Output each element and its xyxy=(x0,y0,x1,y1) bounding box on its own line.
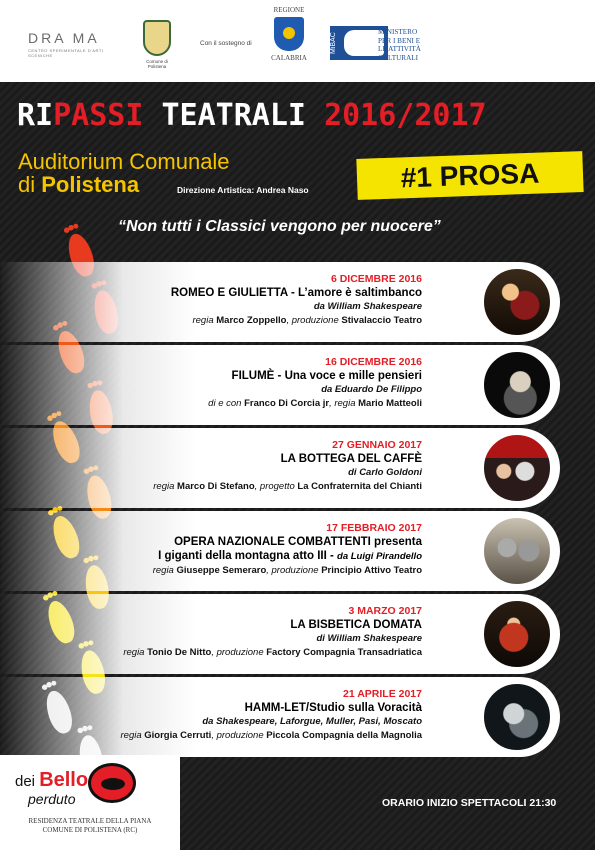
credits-person: Marco Di Stefano xyxy=(177,481,255,492)
title-ri: RI xyxy=(17,98,54,133)
credits-company: Mario Matteoli xyxy=(358,398,422,409)
event-photo xyxy=(482,516,552,586)
event-author: di William Shakespeare xyxy=(316,633,422,644)
credits-company: Factory Compagnia Transadriatica xyxy=(266,647,422,658)
event-title-text: HAMM-LET/Studio sulla Voracità xyxy=(244,702,422,714)
credits-company: Stivalaccio Teatro xyxy=(341,315,422,326)
logo-bello-text: Bello xyxy=(39,769,89,791)
show-time: ORARIO INIZIO SPETTACOLI 21:30 xyxy=(382,797,557,809)
event-credits xyxy=(2,314,422,328)
event-title-text: OPERA NAZIONALE COMBATTENTI presenta xyxy=(174,536,422,548)
event-strip xyxy=(0,594,560,674)
credits-company: La Confraternita del Chianti xyxy=(297,481,422,492)
venue-city: Polistena xyxy=(41,172,140,197)
residenza-line-2: COMUNE DI POLISTENA (RC) xyxy=(42,826,138,834)
event-date: 6 DICEMBRE 2016 xyxy=(330,273,422,285)
event-subtitle-text: I giganti della montagna atto III - xyxy=(158,550,338,562)
ministero-line-1: MINISTERO xyxy=(378,28,418,36)
credits-person: Giuseppe Semeraro xyxy=(176,565,267,576)
credits-company: Principio Attivo Teatro xyxy=(321,565,422,576)
event-photo xyxy=(482,267,552,337)
event-title-text: LA BOTTEGA DEL CAFFÈ xyxy=(280,453,422,465)
event-credits xyxy=(2,480,422,494)
event-author: da Eduardo De Filippo xyxy=(321,384,422,395)
venue-line-1: Auditorium Comunale xyxy=(18,149,230,174)
event-author: da Shakespeare, Laforgue, Muller, Pasi, Moscato xyxy=(202,716,422,727)
venue-prefix: di xyxy=(18,172,42,197)
ministero-line-4: CULTURALI xyxy=(378,53,419,62)
title-season: 2016/2017 xyxy=(324,98,487,133)
logo-dei-text: dei xyxy=(15,773,40,790)
credits-person: Franco Di Corcia jr xyxy=(244,398,330,409)
event-title xyxy=(2,701,422,715)
regione-top-label: REGIONE xyxy=(273,6,305,14)
dragma-logo xyxy=(28,30,118,60)
event-strip xyxy=(0,677,560,757)
event-credits xyxy=(2,729,422,743)
crest-icon xyxy=(143,20,171,56)
event-strip xyxy=(0,511,560,591)
poster-title xyxy=(17,98,487,133)
event-strip xyxy=(0,262,560,342)
credits-role-2: , produzione xyxy=(266,565,322,576)
credits-role: regia xyxy=(123,647,148,658)
tagline-quote: “Non tutti i Classici vengono per nuocere” xyxy=(118,218,441,235)
event-text xyxy=(2,521,422,578)
title-teatrali: TEATRALI xyxy=(143,98,325,133)
event-strip xyxy=(0,345,560,425)
mibac-tag: MiBAC xyxy=(330,26,342,60)
prosa-badge: #1 PROSA xyxy=(356,151,583,200)
event-date: 27 GENNAIO 2017 xyxy=(332,439,422,451)
event-author: da William Shakespeare xyxy=(313,301,422,312)
event-text xyxy=(2,604,422,660)
credits-role: regia xyxy=(152,565,177,576)
title-passi: PASSI xyxy=(53,98,144,133)
dragma-logo-text: DRA MA xyxy=(28,30,100,46)
residenza-caption xyxy=(6,817,174,835)
credits-company: Piccola Compagnia della Magnolia xyxy=(266,730,422,741)
event-text xyxy=(2,272,422,328)
event-text xyxy=(2,438,422,494)
event-photo xyxy=(482,433,552,503)
regione-bottom-label: CALABRIA xyxy=(271,54,307,62)
event-credits xyxy=(2,564,422,578)
credits-role: regia xyxy=(120,730,145,741)
sostegno-label: Con il sostegno di xyxy=(200,40,252,47)
credits-role-2: , progetto xyxy=(254,481,298,492)
event-author: di Carlo Goldoni xyxy=(348,467,422,478)
event-title xyxy=(2,452,422,466)
credits-person: Marco Zoppello xyxy=(216,315,287,326)
mouth-icon xyxy=(88,763,136,803)
event-date: 17 FEBBRAIO 2017 xyxy=(326,522,422,534)
direzione-artistica: Direzione Artistica: Andrea Naso xyxy=(177,185,309,195)
event-date: 3 MARZO 2017 xyxy=(348,605,422,617)
event-title xyxy=(2,286,422,300)
credits-role-2: , produzione xyxy=(211,647,267,658)
event-credits xyxy=(2,397,422,411)
credits-role: di e con xyxy=(208,398,245,409)
event-title xyxy=(2,369,422,383)
logo-dei xyxy=(15,769,88,792)
event-title xyxy=(2,535,422,549)
event-title xyxy=(2,618,422,632)
ministero-line-2: PER I BENI E xyxy=(378,36,421,45)
regione-emblem-icon xyxy=(274,17,304,51)
credits-role-2: , regia xyxy=(329,398,359,409)
event-photo xyxy=(482,599,552,669)
logo-perduto: perduto xyxy=(28,791,76,807)
event-photo xyxy=(482,350,552,420)
dei-bello-perduto-logo xyxy=(0,755,180,850)
residenza-line-1: RESIDENZA TEATRALE DELLA PIANA xyxy=(28,817,152,825)
credits-role-2: , produzione xyxy=(211,730,267,741)
credits-person: Giorgia Cerruti xyxy=(144,730,212,741)
event-title-text: ROMEO E GIULIETTA - L’amore è saltimbanco xyxy=(170,287,422,299)
event-date: 21 APRILE 2017 xyxy=(343,688,422,700)
comune-crest-logo xyxy=(140,20,174,72)
credits-role-2: , produzione xyxy=(286,315,342,326)
event-text xyxy=(2,355,422,411)
event-subtitle xyxy=(2,549,422,564)
event-author: da Luigi Pirandello xyxy=(337,551,422,562)
regione-calabria-logo xyxy=(265,6,313,62)
event-title-text: FILUMÈ - Una voce e mille pensieri xyxy=(231,370,422,382)
event-text xyxy=(2,687,422,743)
credits-person: Tonio De Nitto xyxy=(147,647,212,658)
dragma-logo-subtitle: CENTRO SPERIMENTALE D'ARTI SCENICHE xyxy=(28,48,104,58)
comune-caption: Comune di Polistena xyxy=(146,59,168,69)
ministero-label xyxy=(378,28,421,62)
event-date: 16 DICEMBRE 2016 xyxy=(325,356,422,368)
event-credits xyxy=(2,646,422,660)
event-strip xyxy=(0,428,560,508)
event-photo xyxy=(482,682,552,752)
event-title-text: LA BISBETICA DOMATA xyxy=(290,619,422,631)
ministero-line-3: LE ATTIVITÀ xyxy=(378,45,421,53)
credits-role: regia xyxy=(192,315,217,326)
credits-role: regia xyxy=(153,481,178,492)
sponsor-logo-band xyxy=(0,0,595,82)
